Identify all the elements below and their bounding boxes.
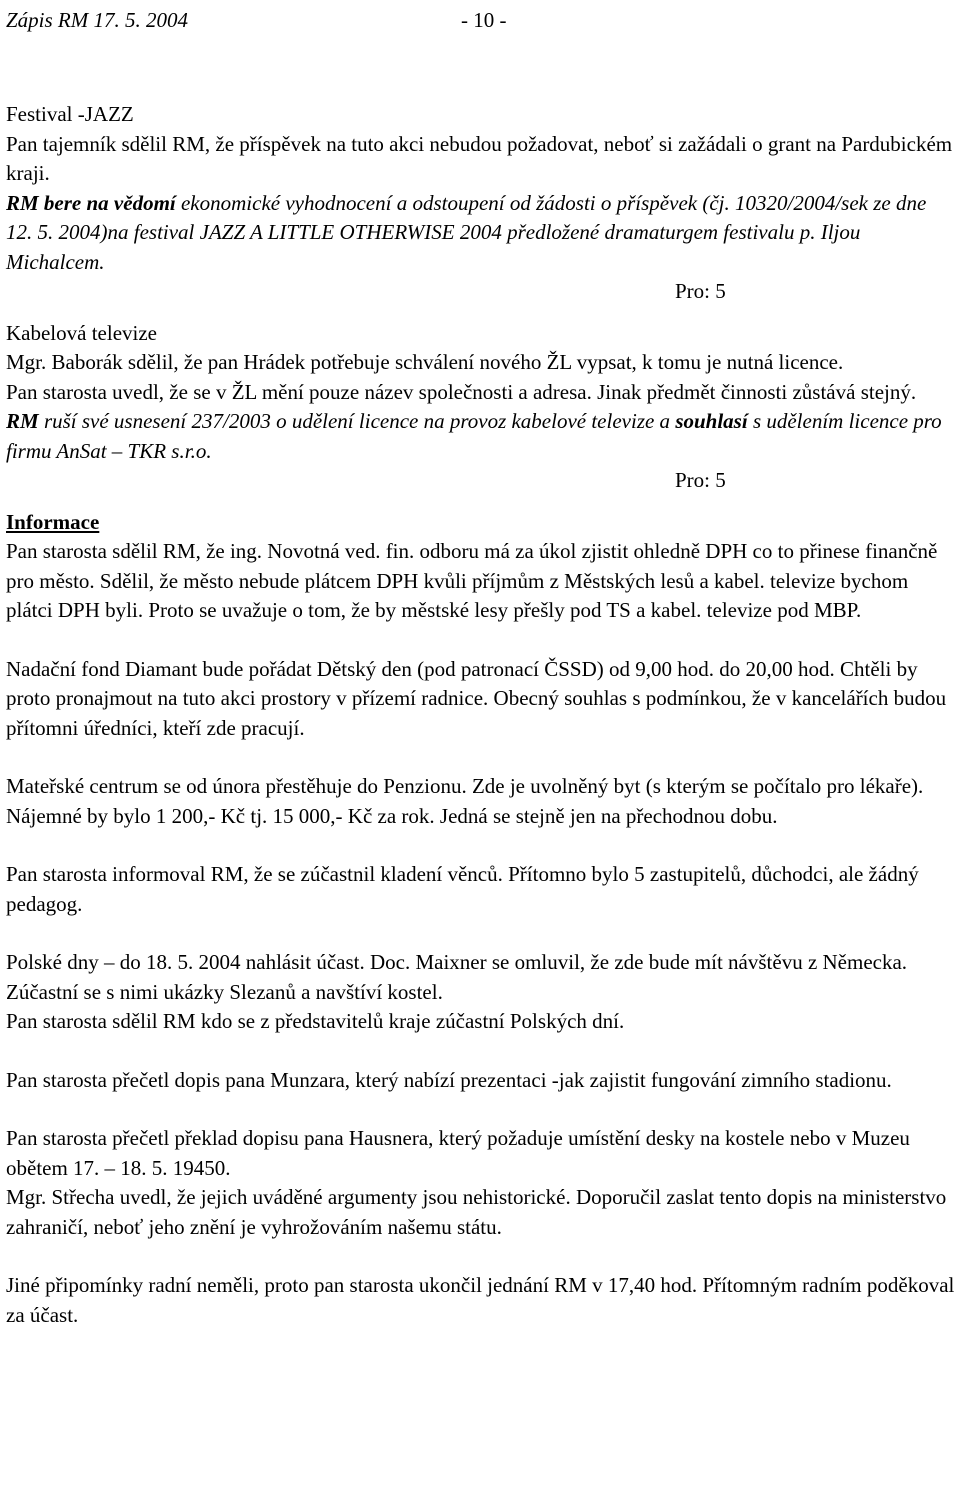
- resolution-verb: souhlasí: [675, 409, 748, 433]
- informace-paragraph-dph: Pan starosta sdělil RM, že ing. Novotná ved. fin. odboru má za úkol zjistit ohledně DPH co to přinese finančně pro město. Sdělil, že město nebude plátcem DPH kvůli příjmům z Městských lesů a kabel. televize bychom plátci DPH byli. Proto se uvažuje o tom, že by městské lesy přešly pod TS a kabel. televize pod MBP.: [6, 539, 938, 622]
- document-body: [6, 100, 956, 1330]
- festival-vote: Pro: 5: [675, 279, 726, 303]
- informace-paragraph-zaver: Jiné připomínky radní neměli, proto pan starosta ukončil jednání RM v 17,40 hod. Přítomným radním poděkoval za účast.: [6, 1273, 955, 1327]
- section-kabelova-televize: [6, 319, 956, 496]
- informace-paragraph-polske-dny: Polské dny – do 18. 5. 2004 nahlásit účast. Doc. Maixner se omluvil, že zde bude mít návštěvu z Německa. Zúčastní se s nimi ukázky Slezanů a navštíví kostel.: [6, 950, 908, 1004]
- section-informace: [6, 508, 956, 1331]
- section-heading-festival: Festival -JAZZ: [6, 102, 134, 126]
- festival-resolution: [6, 189, 956, 278]
- section-heading-informace: Informace: [6, 509, 100, 534]
- resolution-subject: RM bere na vědomí: [6, 190, 176, 215]
- resolution-text-end: s udělením licence pro firmu AnSat – TKR s.r.o.: [6, 409, 942, 463]
- informace-paragraph-materske-centrum: Mateřské centrum se od února přestěhuje do Penzionu. Zde je uvolněný byt (s kterým se počítalo pro lékaře). Nájemné by bylo 1 200,- Kč tj. 15 000,- Kč za rok. Jedná se stejně jen na přechodnou dobu.: [6, 774, 924, 828]
- informace-paragraph-munzar: Pan starosta přečetl dopis pana Munzara, který nabízí prezentaci -jak zajistit fungování zimního stadionu.: [6, 1067, 892, 1092]
- informace-paragraph-diamant: Nadační fond Diamant bude pořádat Dětský den (pod patronací ČSSD) od 9,00 hod. do 20,00 hod. Chtěli by proto pronajmout na tuto akci prostory v přízemí radnice. Obecný souhlas s podmínkou, že v kancelářích budou přítomni úředníci, kteří zde pracují.: [6, 656, 947, 740]
- page-number: - 10 -: [461, 8, 507, 32]
- resolution-text: ekonomické vyhodnocení a odstoupení od žádosti o příspěvek (čj. 10320/2004/sek ze dne 12. 5. 2004)na festival JAZZ A LITTLE OTHERWISE 2004 předložené dramaturgem festivalu p. Iljou Michalcem.: [6, 190, 927, 274]
- header-document-title: Zápis RM 17. 5. 2004: [6, 8, 189, 32]
- resolution-subject: RM: [6, 409, 39, 433]
- informace-paragraph-venci: Pan starosta informoval RM, že se zúčastnil kladení věnců. Přítomno bylo 5 zastupitelů, důchodci, ale žádný pedagog.: [6, 862, 919, 916]
- kabel-paragraph-2: Pan starosta uvedl, že se v ŽL mění pouze název společnosti a adresa. Jinak předmět činnosti zůstává stejný.: [6, 379, 917, 404]
- section-heading-kabel: Kabelová televize: [6, 320, 157, 345]
- informace-paragraph-strecha: Mgr. Střecha uvedl, že jejich uváděné argumenty jsou nehistorické. Doporučil zaslat tento dopis na ministerstvo zahraničí, neboť jeho znění je vyhrožováním našemu státu.: [6, 1185, 947, 1239]
- kabel-resolution: [6, 407, 956, 466]
- section-festival-jazz: [6, 100, 956, 307]
- informace-paragraph-polske-dny-kraj: Pan starosta sdělil RM kdo se z představitelů kraje zúčastní Polských dní.: [6, 1009, 625, 1033]
- informace-paragraph-hausner: Pan starosta přečetl překlad dopisu pana Hausnera, který požaduje umístění desky na kostele nebo v Muzeu obětem 17. – 18. 5. 19450.: [6, 1126, 910, 1180]
- kabel-vote: Pro: 5: [675, 468, 726, 492]
- kabel-paragraph-1: Mgr. Baborák sdělil, že pan Hrádek potřebuje schválení nového ŽL vypsat, k tomu je nutná licence.: [6, 350, 844, 374]
- resolution-text: ruší své usnesení 237/2003 o udělení licence na provoz kabelové televize a: [38, 409, 676, 433]
- page-header: [6, 6, 954, 36]
- festival-paragraph-1: Pan tajemník sdělil RM, že příspěvek na tuto akci nebudou požadovat, neboť si zažádali o grant na Pardubickém kraji.: [6, 131, 953, 185]
